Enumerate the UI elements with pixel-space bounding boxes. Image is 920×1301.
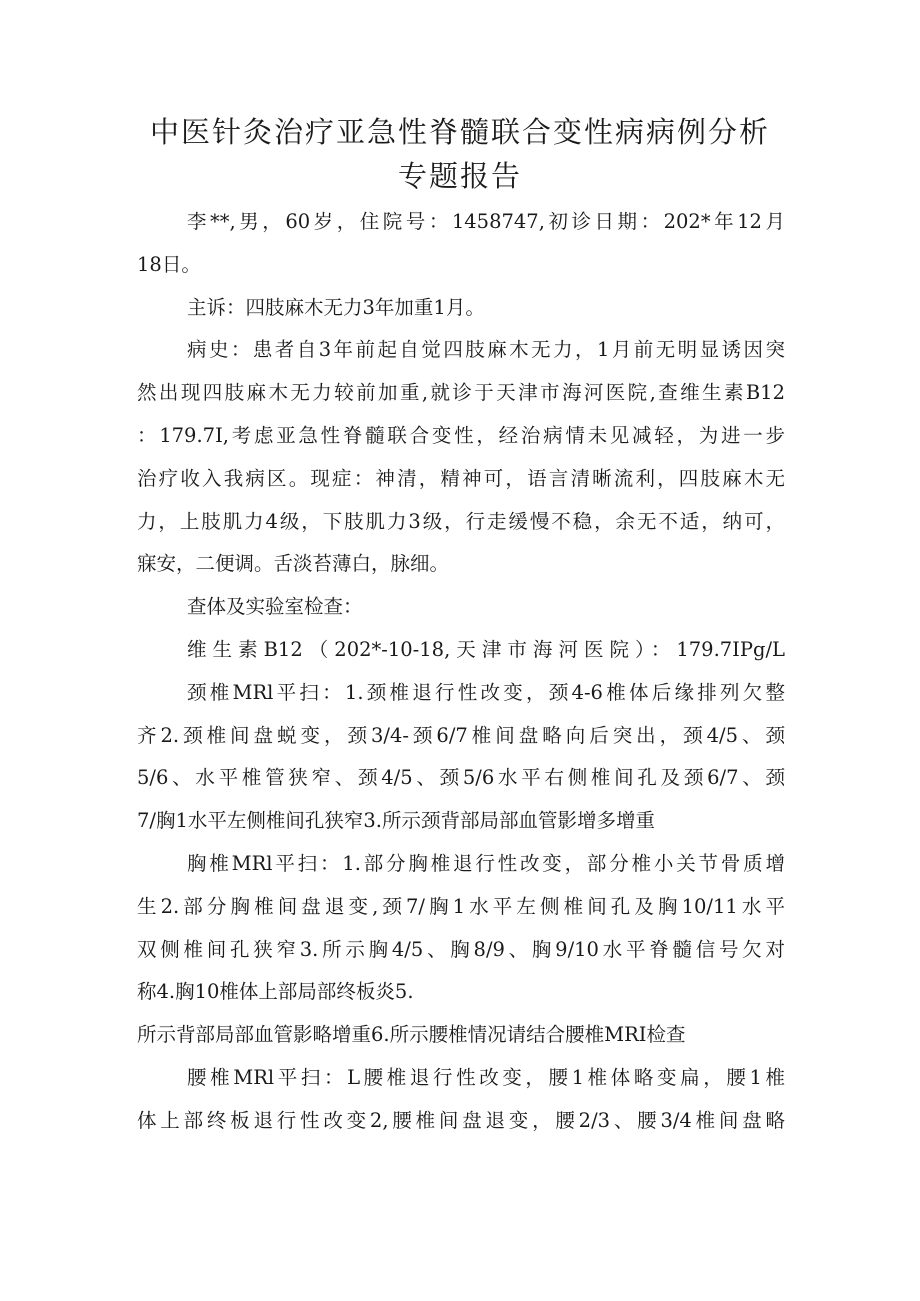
body-text-line: 胸椎MRl平扫：1.部分胸椎退行性改变，部分椎小关节骨质增	[187, 851, 785, 875]
body-text-line: 5/6、水平椎管狭窄、颈4/5、颈5/6水平右侧椎间孔及颈6/7、颈	[137, 766, 785, 790]
body-text-line: 18日。	[137, 252, 201, 276]
body-text-line: 李**,男，60岁，住院号：1458747,初诊日期：202*年12月	[187, 210, 785, 233]
body-text-line: 生2.部分胸椎间盘退变,颈7/胸1水平左侧椎间孔及胸10/11水平	[137, 894, 785, 918]
body-text-line: 7/胸1水平左侧椎间孔狭窄3.所示颈背部局部血管影增多增重	[137, 809, 655, 833]
body-text-line: 寐安，二便调。舌淡苔薄白，脉细。	[137, 552, 450, 576]
body-text-line: 双侧椎间孔狭窄3.所示胸4/5、胸8/9、胸9/10水平脊髓信号欠对	[137, 937, 785, 961]
document-body	[137, 201, 785, 1143]
body-text-line: 查体及实验室检查：	[187, 595, 363, 619]
body-text-line: 治疗收入我病区。现症：神清，精神可，语言清晰流利，四肢麻木无	[137, 466, 785, 490]
body-text-line: 体上部终板退行性改变2,腰椎间盘退变，腰2/3、腰3/4椎间盘略	[137, 1108, 785, 1132]
body-text-line: 然出现四肢麻木无力较前加重,就诊于天津市海河医院,查维生素B12	[137, 381, 785, 405]
body-text-line: 维生素B12（202*-10-18,天津市海河医院）：179.7IPg/L	[187, 637, 785, 661]
body-text-line: ：179.7I,考虑亚急性脊髓联合变性，经治病情未见减轻，为进一步	[137, 423, 785, 447]
body-text-line: 主诉：四肢麻木无力3年加重1月。	[187, 295, 485, 319]
body-text-line: 腰椎MRl平扫：L腰椎退行性改变，腰1椎体略变扁，腰1椎	[187, 1065, 785, 1089]
body-text-line: 称4.胸10椎体上部局部终板炎5.	[137, 980, 414, 1004]
body-text-line: 颈椎MRl平扫：1.颈椎退行性改变，颈4-6椎体后缘排列欠整	[187, 680, 785, 704]
document-title-line2: 专题报告	[397, 159, 522, 193]
body-text-line: 所示背部局部血管影略增重6.所示腰椎情况请结合腰椎MRI检查	[137, 1023, 686, 1047]
body-text-line: 病史：患者自3年前起自觉四肢麻木无力，1月前无明显诱因突	[187, 338, 785, 362]
body-text-line: 力，上肢肌力4级，下肢肌力3级，行走缓慢不稳，余无不适，纳可，	[137, 509, 785, 533]
body-text-line: 齐2.颈椎间盘蜕变，颈3/4-颈6/7椎间盘略向后突出，颈4/5、颈	[137, 723, 785, 747]
document-title-line1: 中医针灸治疗亚急性脊髓联合变性病病例分析	[149, 115, 770, 149]
